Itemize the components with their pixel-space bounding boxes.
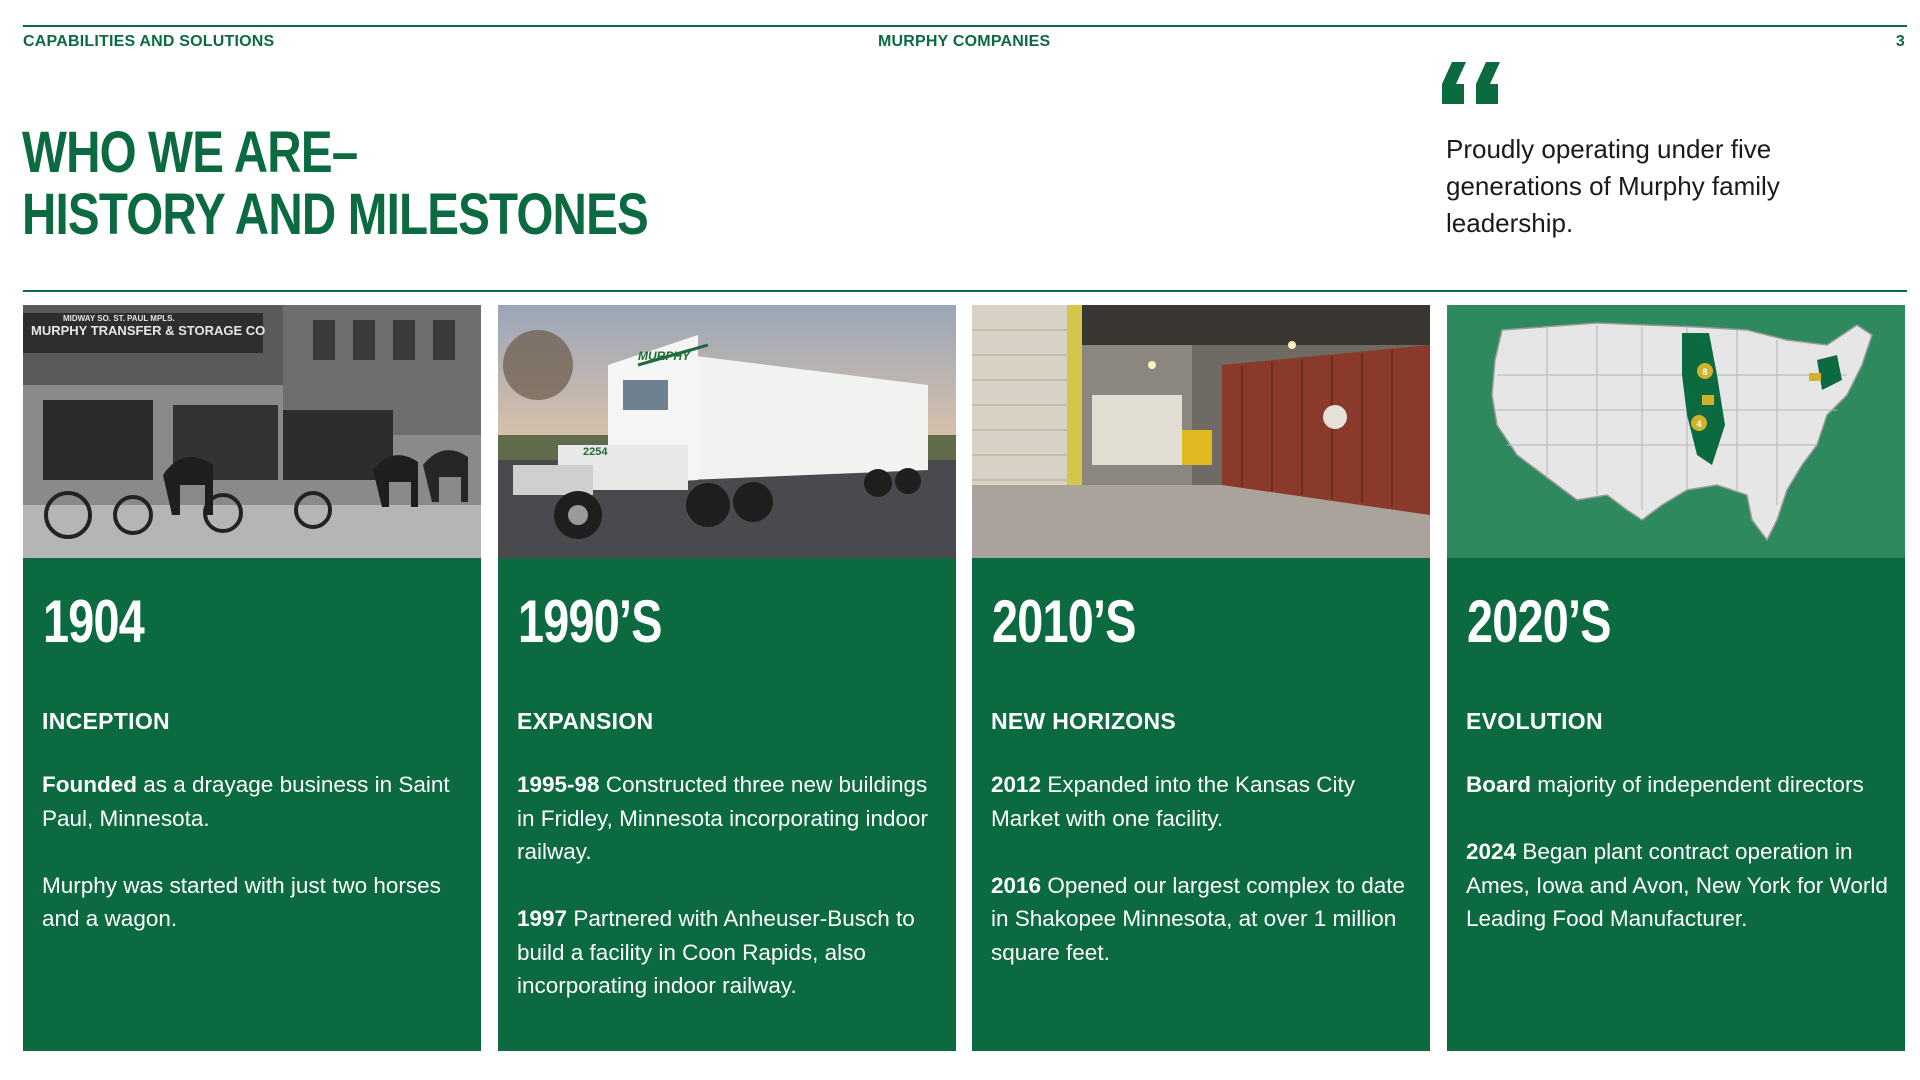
sign-top-text: MIDWAY SO. ST. PAUL MPLS. <box>63 314 175 323</box>
milestone-heading: EXPANSION <box>517 708 654 734</box>
us-map-graphic <box>1447 305 1905 558</box>
truck-brand: MURPHY <box>638 349 691 363</box>
milestone-heading: INCEPTION <box>42 708 170 734</box>
header-rule <box>23 25 1907 27</box>
title-line-1: WHO WE ARE– <box>22 120 358 185</box>
milestone-body <box>42 768 472 969</box>
milestone-heading: NEW HORIZONS <box>991 708 1177 734</box>
section-label: CAPABILITIES AND SOLUTIONS <box>23 33 275 50</box>
milestone-card-1990s <box>498 305 956 1051</box>
title-line-2: HISTORY AND MILESTONES <box>22 182 648 247</box>
milestone-paragraph: Founded as a drayage business in Saint Paul, Minnesota. <box>42 772 450 831</box>
map-pin-label: 8 <box>1702 367 1708 377</box>
milestone-card-2020s <box>1447 305 1905 1051</box>
semi-truck-photo <box>498 305 956 558</box>
page-title <box>22 122 648 246</box>
quote-text: Proudly operating under five generations of Murphy family leadership. <box>1446 134 1780 238</box>
warehouse-photo <box>972 305 1430 558</box>
milestone-paragraph: 1997 Partnered with Anheuser-Busch to build a facility in Coon Rapids, also incorporating indoor railway. <box>517 906 915 998</box>
horse-wagons-photo <box>23 305 481 558</box>
milestone-body <box>991 768 1421 1003</box>
milestone-paragraph: 2012 Expanded into the Kansas City Market with one facility. <box>991 772 1356 831</box>
milestone-panel <box>1447 558 1905 1051</box>
milestone-year: 2010’S <box>992 588 1136 655</box>
milestone-paragraph: 2024 Began plant contract operation in Ames, Iowa and Avon, New York for World Leading Food Manufacturer. <box>1466 839 1888 931</box>
milestone-panel <box>498 558 956 1051</box>
milestone-card-1904 <box>23 305 481 1051</box>
milestone-paragraph: 2016 Opened our largest complex to date in Shakopee Minnesota, at over 1 million square feet. <box>991 872 1406 965</box>
milestone-year: 1990’S <box>518 588 662 655</box>
milestone-year: 1904 <box>43 588 144 655</box>
milestone-body <box>1466 768 1896 969</box>
milestone-paragraph: Board majority of independent directors <box>1466 772 1864 797</box>
milestone-year: 2020’S <box>1467 588 1611 655</box>
milestone-paragraph: Murphy was started with just two horses and a wagon. <box>42 872 441 931</box>
milestone-card-2010s <box>972 305 1430 1051</box>
company-label: MURPHY COMPANIES <box>878 33 1051 50</box>
section-divider <box>23 290 1907 292</box>
map-pin-label: 4 <box>1696 419 1702 429</box>
milestone-heading: EVOLUTION <box>1466 708 1603 734</box>
milestone-paragraph: 1995-98 Constructed three new buildings in Fridley, Minnesota incorporating indoor railway. <box>517 772 929 864</box>
sign-text: MURPHY TRANSFER & STORAGE CO <box>31 323 266 338</box>
milestone-panel <box>972 558 1430 1051</box>
page-number: 3 <box>1895 33 1905 50</box>
milestone-body <box>517 768 947 1036</box>
truck-number: 2254 <box>583 446 608 458</box>
quote-icon <box>1442 62 1500 118</box>
milestone-panel <box>23 558 481 1051</box>
